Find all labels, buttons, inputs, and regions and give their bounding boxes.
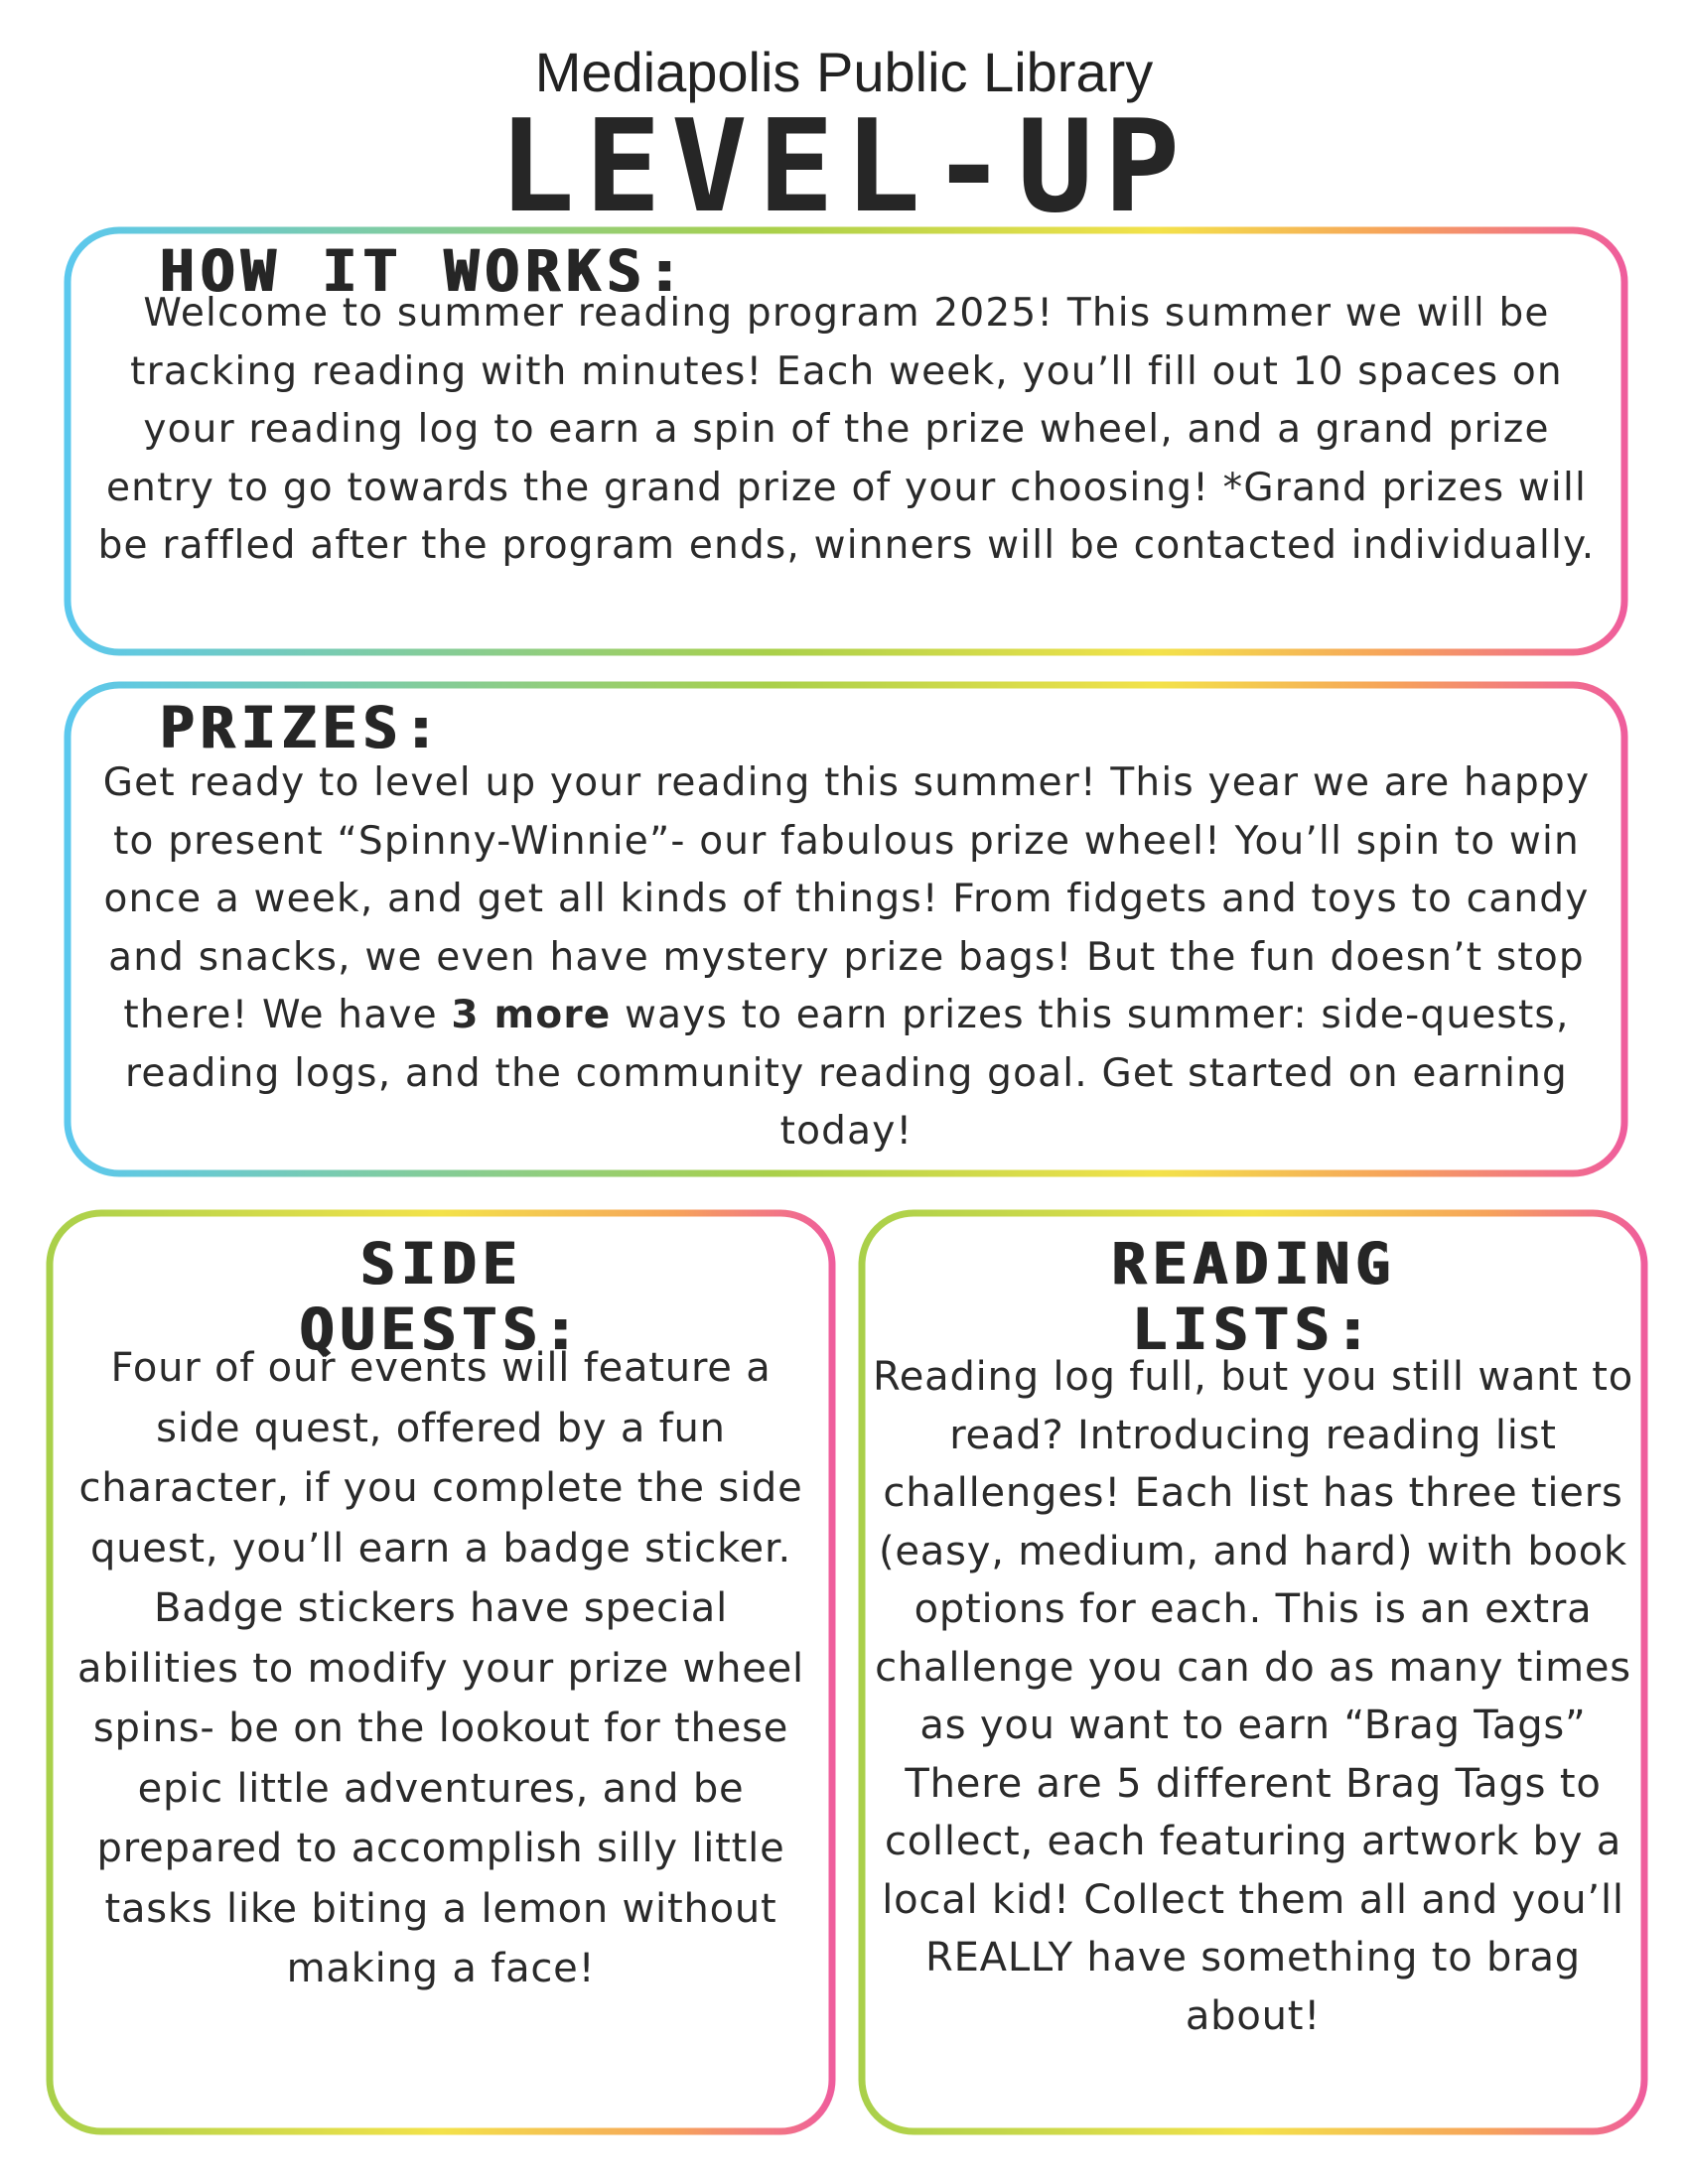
prizes-body (94, 754, 1599, 1161)
how-it-works-heading: HOW IT WORKS: (159, 237, 687, 305)
library-name: Mediapolis Public Library (534, 41, 1154, 103)
side-quests-heading-line1: SIDE (359, 1230, 522, 1297)
page-title: LEVEL-UP (497, 93, 1191, 241)
side-quests-heading-line2: QUESTS: (298, 1296, 584, 1363)
side-quests-body: Four of our events will feature a side quest, offered by a fun character, if you complete the side quest, you’ll earn a badge sticker. Badge stickers have special abilities to modify your prize wheel spins- be on the lookout for these epic little adventures, and be prepared to accomplish silly little tasks like biting a lemon without making a face! (77, 1345, 804, 1991)
reading-lists-heading (862, 1231, 1644, 1362)
reading-lists-heading-line1: READING (1110, 1230, 1396, 1297)
prizes-body-text: Get ready to level up your reading this summer! This year we are happy to present “Spinny-Winnie”- our fabulous prize wheel! You’ll spin to win once a week, and get all kinds of things! From fidgets and toys to candy and snacks, we even have mystery prize bags! But the fun doesn’t stop there! We have (102, 760, 1591, 1037)
prizes-heading: PRIZES: (159, 694, 444, 761)
prizes-body-text-end: ways to earn prizes this summer: side-quests, reading logs, and the community reading goal. Get started on earning today! (125, 993, 1570, 1154)
reading-lists-body: Reading log full, but you still want to read? Introducing reading list challenges! Each list has three tiers (easy, medium, and hard) with book options for each. This is an extra challenge you can do as many times as you want to earn “Brag Tags” There are 5 different Brag Tags to collect, each featuring artwork by a local kid! Collect them all and you’ll REALLY have something to brag about! (872, 1354, 1634, 2039)
prizes-body-bold: 3 more (451, 993, 612, 1037)
how-it-works-body: Welcome to summer reading program 2025! This summer we will be tracking reading with minutes! Each week, you’ll fill out 10 spaces on your reading log to earn a spin of the prize wheel, and a grand prize entry to go towards the grand prize of your choosing! *Grand prizes will be raffled after the program ends, winners will be contacted individually. (97, 291, 1596, 568)
reading-lists-heading-line2: LISTS: (1131, 1296, 1375, 1363)
